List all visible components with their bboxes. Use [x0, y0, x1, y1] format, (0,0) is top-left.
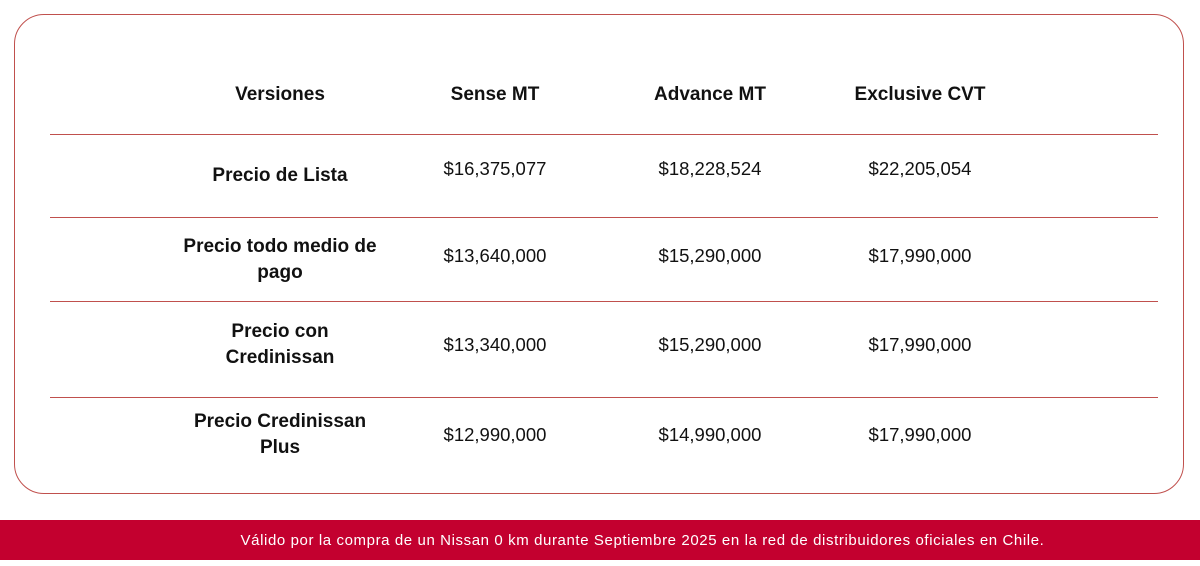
row-label-line: Precio Credinissan [193, 411, 367, 432]
table-row [15, 218, 1183, 302]
cell-value: $17,990,000 [868, 334, 972, 355]
row-label-line: Plus [259, 437, 301, 458]
table-row [15, 135, 1183, 217]
row-label-line: Precio con [231, 321, 329, 342]
table-row [15, 302, 1183, 398]
row-label-precio-credinissan-plus [165, 398, 395, 472]
row-label-line: Precio todo medio de [183, 236, 377, 257]
table-row [15, 398, 1183, 478]
cell-value: $12,990,000 [443, 424, 547, 445]
cell-value: $15,290,000 [658, 245, 762, 266]
table-header-row [15, 73, 1183, 117]
row-label-precio-todo-medio-de-pago [165, 218, 395, 302]
cell-value: $13,340,000 [443, 334, 547, 355]
row-label-line: pago [257, 262, 303, 283]
cell-value: $15,290,000 [658, 334, 762, 355]
cell-value: $18,228,524 [658, 158, 762, 179]
row-label-line: Credinissan [225, 347, 335, 368]
cell-value: $16,375,077 [443, 158, 547, 179]
header-versiones: Versiones [235, 84, 325, 105]
price-table-card [14, 14, 1184, 494]
header-sense-mt: Sense MT [450, 84, 540, 105]
cell-value: $17,990,000 [868, 245, 972, 266]
cell-value: $14,990,000 [658, 424, 762, 445]
row-label-precio-con-credinissan [165, 302, 395, 388]
footer-disclaimer-text: Válido por la compra de un Nissan 0 km durante Septiembre 2025 en la red de distribuidores oficiales en Chile. [240, 531, 1045, 549]
cell-value: $13,640,000 [443, 245, 547, 266]
header-advance-mt: Advance MT [654, 84, 766, 105]
cell-value: $17,990,000 [868, 424, 972, 445]
row-label-precio-de-lista: Precio de Lista [212, 165, 348, 186]
cell-value: $22,205,054 [868, 158, 972, 179]
header-exclusive-cvt: Exclusive CVT [854, 84, 986, 105]
footer-disclaimer-bar [0, 520, 1200, 560]
